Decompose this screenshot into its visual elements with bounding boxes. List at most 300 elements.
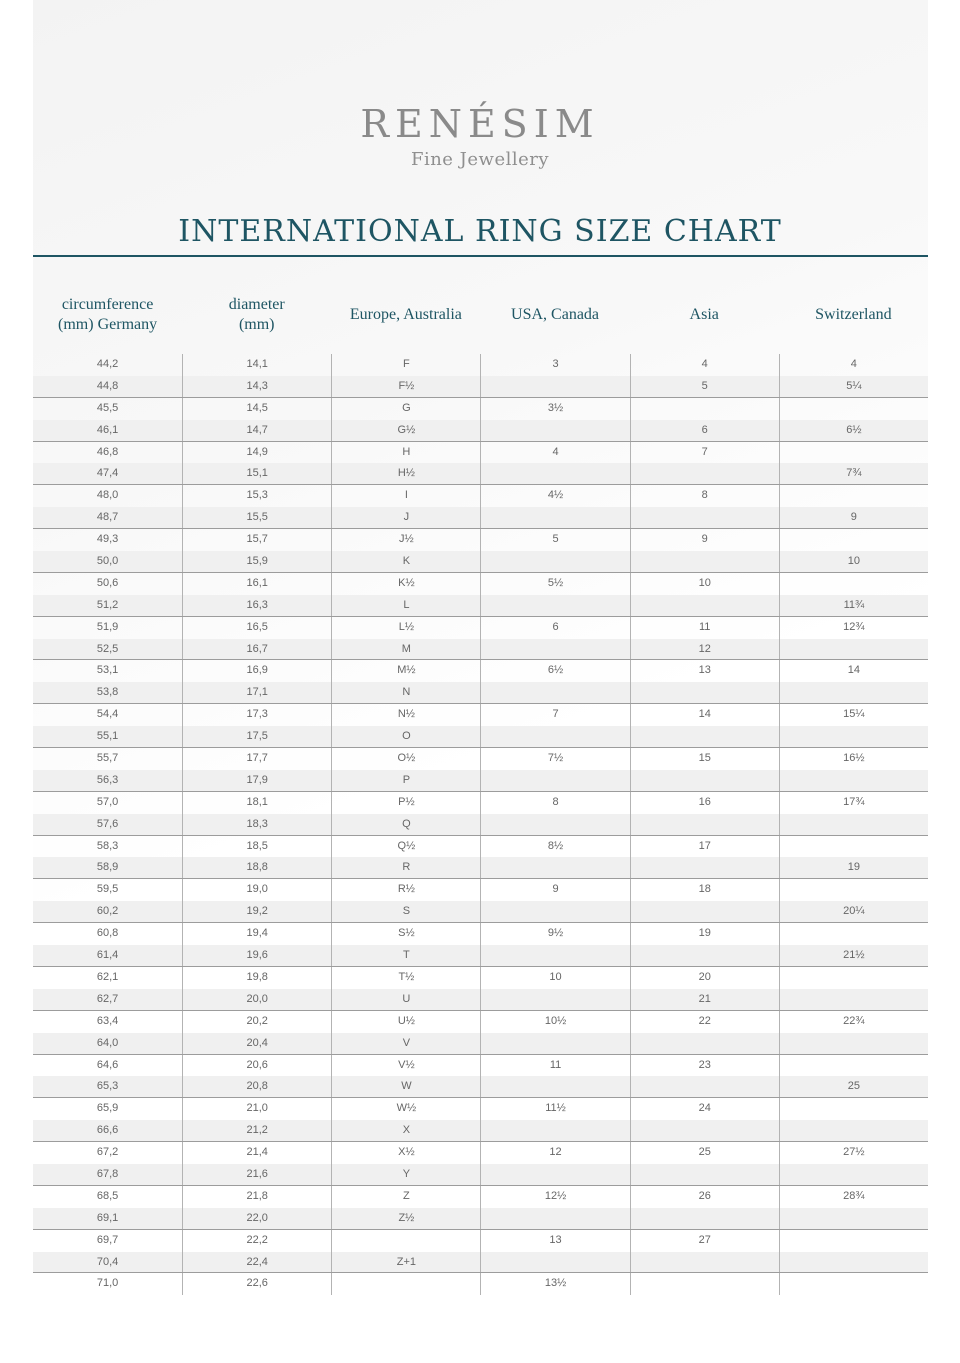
table-cell: 44,8 <box>96 379 119 392</box>
table-header <box>33 290 928 340</box>
table-row <box>33 1033 928 1055</box>
table-cell: 14,3 <box>182 376 331 398</box>
table-cell: 46,1 <box>96 423 119 436</box>
table-cell: 15,1 <box>182 463 331 485</box>
table-row <box>33 354 928 376</box>
table-cell: 20,0 <box>182 989 331 1011</box>
table-cell: I <box>331 485 480 507</box>
table-cell: 24 <box>630 1098 779 1120</box>
column-header-usa: USA, Canada <box>511 306 600 323</box>
table-cell <box>779 1164 928 1186</box>
table-cell: 18,1 <box>182 792 331 814</box>
table-cell: 14,5 <box>182 398 331 420</box>
table-cell: 17,1 <box>182 682 331 704</box>
table-cell: 10 <box>630 573 779 595</box>
table-cell <box>480 726 629 748</box>
table-cell <box>779 989 928 1011</box>
table-cell: 64,0 <box>96 1036 119 1049</box>
table-cell <box>480 682 629 704</box>
column-header-diameter: diameter (mm) <box>228 296 285 333</box>
column-header-europe: Europe, Australia <box>349 306 462 323</box>
table-cell: M <box>331 639 480 661</box>
table-cell: L½ <box>331 617 480 639</box>
table-row <box>33 507 928 529</box>
table-cell: 11½ <box>480 1098 629 1120</box>
table-cell: 4 <box>480 442 629 464</box>
table-cell: Z <box>331 1186 480 1208</box>
table-cell <box>630 595 779 617</box>
table-cell: 10 <box>779 551 928 573</box>
table-cell: 18 <box>630 879 779 901</box>
table-cell: 11¾ <box>779 595 928 617</box>
table-row <box>33 770 928 792</box>
table-row <box>33 682 928 704</box>
table-cell <box>331 1230 480 1252</box>
table-row <box>33 1208 928 1230</box>
table-cell: W <box>331 1076 480 1098</box>
table-cell: 21,0 <box>182 1098 331 1120</box>
table-cell: J <box>331 507 480 529</box>
table-cell <box>779 836 928 858</box>
table-cell: K½ <box>331 573 480 595</box>
table-cell: 64,6 <box>96 1058 119 1071</box>
table-cell: 46,8 <box>96 445 119 458</box>
table-cell: 18,3 <box>182 814 331 836</box>
table-cell <box>331 1273 480 1295</box>
table-cell: 21 <box>630 989 779 1011</box>
table-cell: 22 <box>630 1011 779 1033</box>
table-cell: 45,5 <box>96 401 119 414</box>
table-cell <box>779 573 928 595</box>
table-cell <box>480 770 629 792</box>
table-cell: 20,6 <box>182 1055 331 1077</box>
table-cell: N½ <box>331 704 480 726</box>
table-row <box>33 398 928 420</box>
table-row <box>33 639 928 661</box>
column-header-germany: circumference (mm) Germany <box>58 296 158 333</box>
table-cell <box>779 398 928 420</box>
table-cell: 21½ <box>779 945 928 967</box>
table-cell <box>779 485 928 507</box>
table-cell: 5½ <box>480 573 629 595</box>
table-cell: 19,8 <box>182 967 331 989</box>
table-cell: 21,6 <box>182 1164 331 1186</box>
table-cell <box>630 682 779 704</box>
table-cell: 5 <box>480 529 629 551</box>
table-cell: 17,7 <box>182 748 331 770</box>
table-cell <box>480 1120 629 1142</box>
table-cell: S <box>331 901 480 923</box>
table-cell: 14,7 <box>182 420 331 442</box>
table-cell: 13 <box>630 660 779 682</box>
table-cell: 19,0 <box>182 879 331 901</box>
table-cell <box>779 1230 928 1252</box>
table-cell: 67,2 <box>96 1146 119 1159</box>
table-cell <box>779 814 928 836</box>
title-divider <box>33 255 928 257</box>
table-cell: 63,4 <box>96 1014 119 1027</box>
table-cell <box>779 1098 928 1120</box>
table-row <box>33 529 928 551</box>
table-cell: 7 <box>480 704 629 726</box>
table-cell: 7 <box>630 442 779 464</box>
table-row <box>33 617 928 639</box>
table-cell: N <box>331 682 480 704</box>
table-cell: T <box>331 945 480 967</box>
table-cell: 56,3 <box>96 773 119 786</box>
table-cell: 25 <box>630 1142 779 1164</box>
brand-logo <box>0 100 960 172</box>
table-cell: O½ <box>331 748 480 770</box>
table-cell: 15 <box>630 748 779 770</box>
table-cell: 44,2 <box>96 358 119 370</box>
table-cell <box>480 945 629 967</box>
table-cell: 9 <box>630 529 779 551</box>
table-cell <box>630 1076 779 1098</box>
table-row <box>33 420 928 442</box>
table-cell: 4½ <box>480 485 629 507</box>
table-cell: 10½ <box>480 1011 629 1033</box>
table-cell: 13 <box>480 1230 629 1252</box>
table-cell: 19 <box>779 857 928 879</box>
table-cell: 23 <box>630 1055 779 1077</box>
table-cell <box>630 507 779 529</box>
table-cell: 17,9 <box>182 770 331 792</box>
table-cell: P <box>331 770 480 792</box>
table-cell: 20¼ <box>779 901 928 923</box>
table-cell: 20,2 <box>182 1011 331 1033</box>
table-cell: 4 <box>779 354 928 376</box>
table-row <box>33 376 928 398</box>
table-row <box>33 485 928 507</box>
table-cell <box>630 726 779 748</box>
table-cell: 6 <box>630 420 779 442</box>
table-cell: 67,8 <box>96 1167 119 1180</box>
table-cell <box>480 1164 629 1186</box>
table-cell: G <box>331 398 480 420</box>
table-cell: 58,9 <box>96 861 119 874</box>
table-cell: 8 <box>480 792 629 814</box>
table-cell: 28¾ <box>779 1186 928 1208</box>
table-cell <box>480 901 629 923</box>
table-cell: 49,3 <box>96 533 119 546</box>
table-cell: 50,0 <box>96 555 119 568</box>
table-cell: 18,5 <box>182 836 331 858</box>
table-cell: 65,3 <box>96 1080 119 1093</box>
table-cell: Z+1 <box>331 1252 480 1274</box>
table-cell <box>480 857 629 879</box>
table-cell: 5¼ <box>779 376 928 398</box>
table-cell: G½ <box>331 420 480 442</box>
column-header-switzerland: Switzerland <box>815 306 892 323</box>
table-cell <box>630 1164 779 1186</box>
table-cell: 53,1 <box>96 664 119 677</box>
table-row <box>33 573 928 595</box>
table-cell: 17 <box>630 836 779 858</box>
table-cell: 50,6 <box>96 576 119 589</box>
table-cell: Z½ <box>331 1208 480 1230</box>
table-cell: 4 <box>630 354 779 376</box>
table-cell <box>480 1033 629 1055</box>
table-cell: L <box>331 595 480 617</box>
table-cell: 20 <box>630 967 779 989</box>
table-body <box>33 354 928 1295</box>
table-row <box>33 748 928 770</box>
page-title: INTERNATIONAL RING SIZE CHART <box>178 214 782 249</box>
table-cell <box>480 639 629 661</box>
table-cell <box>480 1208 629 1230</box>
table-cell: 14 <box>779 660 928 682</box>
table-cell: 21,4 <box>182 1142 331 1164</box>
table-row <box>33 836 928 858</box>
table-cell <box>779 1252 928 1274</box>
table-cell: 65,9 <box>96 1102 119 1115</box>
table-cell: 51,9 <box>96 620 119 633</box>
table-row <box>33 1142 928 1164</box>
table-cell: U <box>331 989 480 1011</box>
table-cell: 19,4 <box>182 923 331 945</box>
table-cell: 27½ <box>779 1142 928 1164</box>
table-cell: 16,1 <box>182 573 331 595</box>
table-cell <box>480 595 629 617</box>
table-row <box>33 442 928 464</box>
table-cell <box>480 1252 629 1274</box>
table-cell <box>779 682 928 704</box>
table-cell: 69,7 <box>96 1233 119 1246</box>
table-cell: 59,5 <box>96 883 119 896</box>
column-header-asia: Asia <box>689 306 719 323</box>
table-row <box>33 879 928 901</box>
table-cell: 5 <box>630 376 779 398</box>
table-cell: O <box>331 726 480 748</box>
table-cell <box>779 1120 928 1142</box>
table-cell: 20,4 <box>182 1033 331 1055</box>
table-cell <box>480 1076 629 1098</box>
table-cell: 58,3 <box>96 839 119 852</box>
table-row <box>33 945 928 967</box>
table-cell: 16,5 <box>182 617 331 639</box>
table-cell: 6½ <box>779 420 928 442</box>
table-cell <box>779 639 928 661</box>
table-cell: 62,1 <box>96 970 119 983</box>
table-cell <box>630 770 779 792</box>
table-cell: 9 <box>480 879 629 901</box>
table-cell: 17¾ <box>779 792 928 814</box>
table-cell: 19,6 <box>182 945 331 967</box>
table-row <box>33 1252 928 1274</box>
brand-name: RENÉSIM <box>360 102 600 146</box>
table-cell <box>779 879 928 901</box>
table-cell: 12 <box>480 1142 629 1164</box>
table-cell: 11 <box>630 617 779 639</box>
table-row <box>33 857 928 879</box>
table-cell: T½ <box>331 967 480 989</box>
table-cell: W½ <box>331 1098 480 1120</box>
table-row <box>33 704 928 726</box>
table-cell: 16½ <box>779 748 928 770</box>
table-cell: 19,2 <box>182 901 331 923</box>
table-cell: 17,5 <box>182 726 331 748</box>
table-cell: 66,6 <box>96 1124 119 1137</box>
table-row <box>33 989 928 1011</box>
table-cell: 18,8 <box>182 857 331 879</box>
table-cell: U½ <box>331 1011 480 1033</box>
table-cell: P½ <box>331 792 480 814</box>
table-cell <box>480 376 629 398</box>
table-cell <box>779 442 928 464</box>
table-cell <box>779 726 928 748</box>
table-cell: 3 <box>480 354 629 376</box>
table-cell: 15,5 <box>182 507 331 529</box>
table-cell: 7½ <box>480 748 629 770</box>
table-cell: 69,1 <box>96 1211 119 1224</box>
table-cell: 12¾ <box>779 617 928 639</box>
table-row <box>33 1120 928 1142</box>
table-cell: 54,4 <box>96 708 119 721</box>
table-cell: R½ <box>331 879 480 901</box>
table-cell <box>480 814 629 836</box>
table-cell: 9½ <box>480 923 629 945</box>
table-cell: 15,3 <box>182 485 331 507</box>
table-cell: V <box>331 1033 480 1055</box>
table-row <box>33 1273 928 1295</box>
table-cell: 57,6 <box>96 817 119 830</box>
table-cell: 8½ <box>480 836 629 858</box>
table-cell <box>480 507 629 529</box>
table-cell: J½ <box>331 529 480 551</box>
table-cell: 53,8 <box>96 686 119 699</box>
table-cell: 15¼ <box>779 704 928 726</box>
table-cell: 70,4 <box>96 1255 119 1268</box>
table-cell: 19 <box>630 923 779 945</box>
table-cell: 22¾ <box>779 1011 928 1033</box>
table-cell: V½ <box>331 1055 480 1077</box>
table-cell <box>779 1208 928 1230</box>
table-row <box>33 1186 928 1208</box>
table-cell: H <box>331 442 480 464</box>
brand-subtitle: Fine Jewellery <box>410 149 550 170</box>
table-cell: 14,1 <box>182 354 331 376</box>
table-cell: R <box>331 857 480 879</box>
table-cell: X <box>331 1120 480 1142</box>
table-cell: 17,3 <box>182 704 331 726</box>
table-cell: Q½ <box>331 836 480 858</box>
table-cell <box>630 901 779 923</box>
table-cell: 71,0 <box>96 1277 119 1290</box>
table-cell <box>480 463 629 485</box>
table-cell: 60,2 <box>96 905 119 918</box>
table-cell: 15,9 <box>182 551 331 573</box>
table-cell: 12 <box>630 639 779 661</box>
table-cell <box>630 1273 779 1295</box>
table-cell <box>630 1252 779 1274</box>
table-cell <box>630 1120 779 1142</box>
table-row <box>33 967 928 989</box>
table-cell: 6 <box>480 617 629 639</box>
table-row <box>33 463 928 485</box>
table-cell: 57,0 <box>96 795 119 808</box>
table-cell: 22,4 <box>182 1252 331 1274</box>
table-cell <box>630 398 779 420</box>
table-cell: X½ <box>331 1142 480 1164</box>
table-cell: 8 <box>630 485 779 507</box>
table-cell <box>779 967 928 989</box>
table-cell: 16 <box>630 792 779 814</box>
table-row <box>33 792 928 814</box>
table-cell: 52,5 <box>96 642 119 655</box>
table-cell: 22,6 <box>182 1273 331 1295</box>
table-cell: 11 <box>480 1055 629 1077</box>
table-row <box>33 1098 928 1120</box>
table-cell: K <box>331 551 480 573</box>
table-cell: 25 <box>779 1076 928 1098</box>
table-cell: 10 <box>480 967 629 989</box>
table-cell: M½ <box>331 660 480 682</box>
table-cell <box>480 420 629 442</box>
table-cell: 22,0 <box>182 1208 331 1230</box>
table-cell: 51,2 <box>96 598 119 611</box>
table-row <box>33 923 928 945</box>
table-cell: 55,7 <box>96 752 119 765</box>
table-cell: 47,4 <box>96 467 119 480</box>
table-cell: 12½ <box>480 1186 629 1208</box>
table-cell <box>630 1208 779 1230</box>
table-cell: 48,7 <box>96 511 119 524</box>
table-cell: 20,8 <box>182 1076 331 1098</box>
table-cell <box>480 551 629 573</box>
table-cell: 9 <box>779 507 928 529</box>
table-cell <box>480 989 629 1011</box>
table-row <box>33 595 928 617</box>
table-cell: F½ <box>331 376 480 398</box>
table-cell: 15,7 <box>182 529 331 551</box>
table-cell: 16,3 <box>182 595 331 617</box>
table-cell: 61,4 <box>96 949 119 962</box>
table-row <box>33 1164 928 1186</box>
table-cell: 68,5 <box>96 1189 119 1202</box>
table-cell: 27 <box>630 1230 779 1252</box>
table-row <box>33 660 928 682</box>
table-cell: 22,2 <box>182 1230 331 1252</box>
table-cell: 16,7 <box>182 639 331 661</box>
table-cell: S½ <box>331 923 480 945</box>
table-cell: 13½ <box>480 1273 629 1295</box>
table-row <box>33 1011 928 1033</box>
table-cell: 3½ <box>480 398 629 420</box>
table-cell <box>630 1033 779 1055</box>
table-cell <box>779 1273 928 1295</box>
table-cell <box>630 945 779 967</box>
table-row <box>33 1230 928 1252</box>
table-cell: 16,9 <box>182 660 331 682</box>
table-row <box>33 1076 928 1098</box>
table-cell <box>630 814 779 836</box>
table-row <box>33 901 928 923</box>
table-cell <box>779 1055 928 1077</box>
table-cell: 26 <box>630 1186 779 1208</box>
table-row <box>33 551 928 573</box>
table-row <box>33 1055 928 1077</box>
table-cell: 7¾ <box>779 463 928 485</box>
table-cell: Y <box>331 1164 480 1186</box>
table-cell <box>779 1033 928 1055</box>
table-cell: F <box>331 354 480 376</box>
table-row <box>33 814 928 836</box>
table-cell <box>630 857 779 879</box>
table-cell: 6½ <box>480 660 629 682</box>
table-cell: Q <box>331 814 480 836</box>
table-row <box>33 726 928 748</box>
